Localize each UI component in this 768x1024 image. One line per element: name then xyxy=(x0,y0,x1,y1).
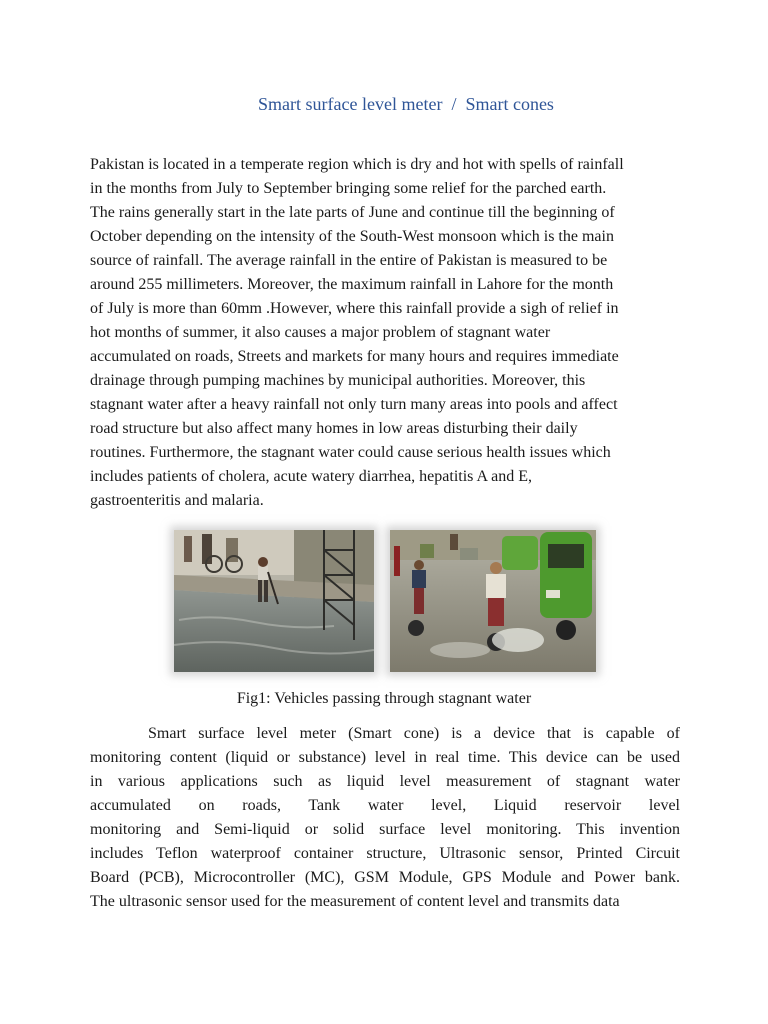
figure-stagnant-water xyxy=(168,530,600,672)
intro-line: road structure but also affect many homes in low areas disturbing their daily xyxy=(90,420,578,437)
description-line: monitoring content (liquid or substance) level in real time. This device can be used xyxy=(90,749,680,766)
description-line: includes Teflon waterproof container structure, Ultrasonic sensor, Printed Circuit xyxy=(90,845,680,862)
description-line: monitoring and Semi-liquid or solid surface level monitoring. This invention xyxy=(90,821,680,838)
figure-caption: Fig1: Vehicles passing through stagnant water xyxy=(236,690,532,707)
description-line: Board (PCB), Microcontroller (MC), GSM Module, GPS Module and Power bank. xyxy=(90,869,680,886)
description-line: in various applications such as liquid level measurement of stagnant water xyxy=(90,773,680,790)
intro-line: includes patients of cholera, acute watery diarrhea, hepatitis A and E, xyxy=(90,468,533,485)
intro-line: Pakistan is located in a temperate region which is dry and hot with spells of rainfall xyxy=(90,156,624,173)
description-paragraph xyxy=(90,722,680,914)
photo-vehicles-in-flood xyxy=(390,530,596,672)
intro-line: routines. Furthermore, the stagnant water could cause serious health issues which xyxy=(90,444,611,461)
intro-line: around 255 millimeters. Moreover, the maximum rainfall in Lahore for the month xyxy=(90,276,614,293)
description-line: The ultrasonic sensor used for the measurement of content level and transmits data xyxy=(90,893,620,910)
intro-line: hot months of summer, it also causes a major problem of stagnant water xyxy=(90,324,551,341)
intro-line: gastroenteritis and malaria. xyxy=(90,492,264,509)
intro-paragraph xyxy=(90,153,680,513)
intro-line: in the months from July to September bringing some relief for the parched earth. xyxy=(90,180,607,197)
document-title: Smart surface level meter / Smart cones xyxy=(258,94,554,114)
intro-line: stagnant water after a heavy rainfall not only turn many areas into pools and affect xyxy=(90,396,618,413)
intro-line: drainage through pumping machines by municipal authorities. Moreover, this xyxy=(90,372,586,389)
description-line: Smart surface level meter (Smart cone) is a device that is capable of xyxy=(148,725,680,742)
photo-flooded-street xyxy=(174,530,374,672)
intro-line: The rains generally start in the late parts of June and continue till the beginning of xyxy=(90,204,615,221)
intro-line: accumulated on roads, Streets and markets for many hours and requires immediate xyxy=(90,348,619,365)
intro-line: October depending on the intensity of the South-West monsoon which is the main xyxy=(90,228,614,245)
intro-line: source of rainfall. The average rainfall in the entire of Pakistan is measured to be xyxy=(90,252,608,269)
description-line: accumulated on roads, Tank water level, Liquid reservoir level xyxy=(90,797,680,814)
intro-line: of July is more than 60mm .However, where this rainfall provide a sigh of relief in xyxy=(90,300,619,317)
